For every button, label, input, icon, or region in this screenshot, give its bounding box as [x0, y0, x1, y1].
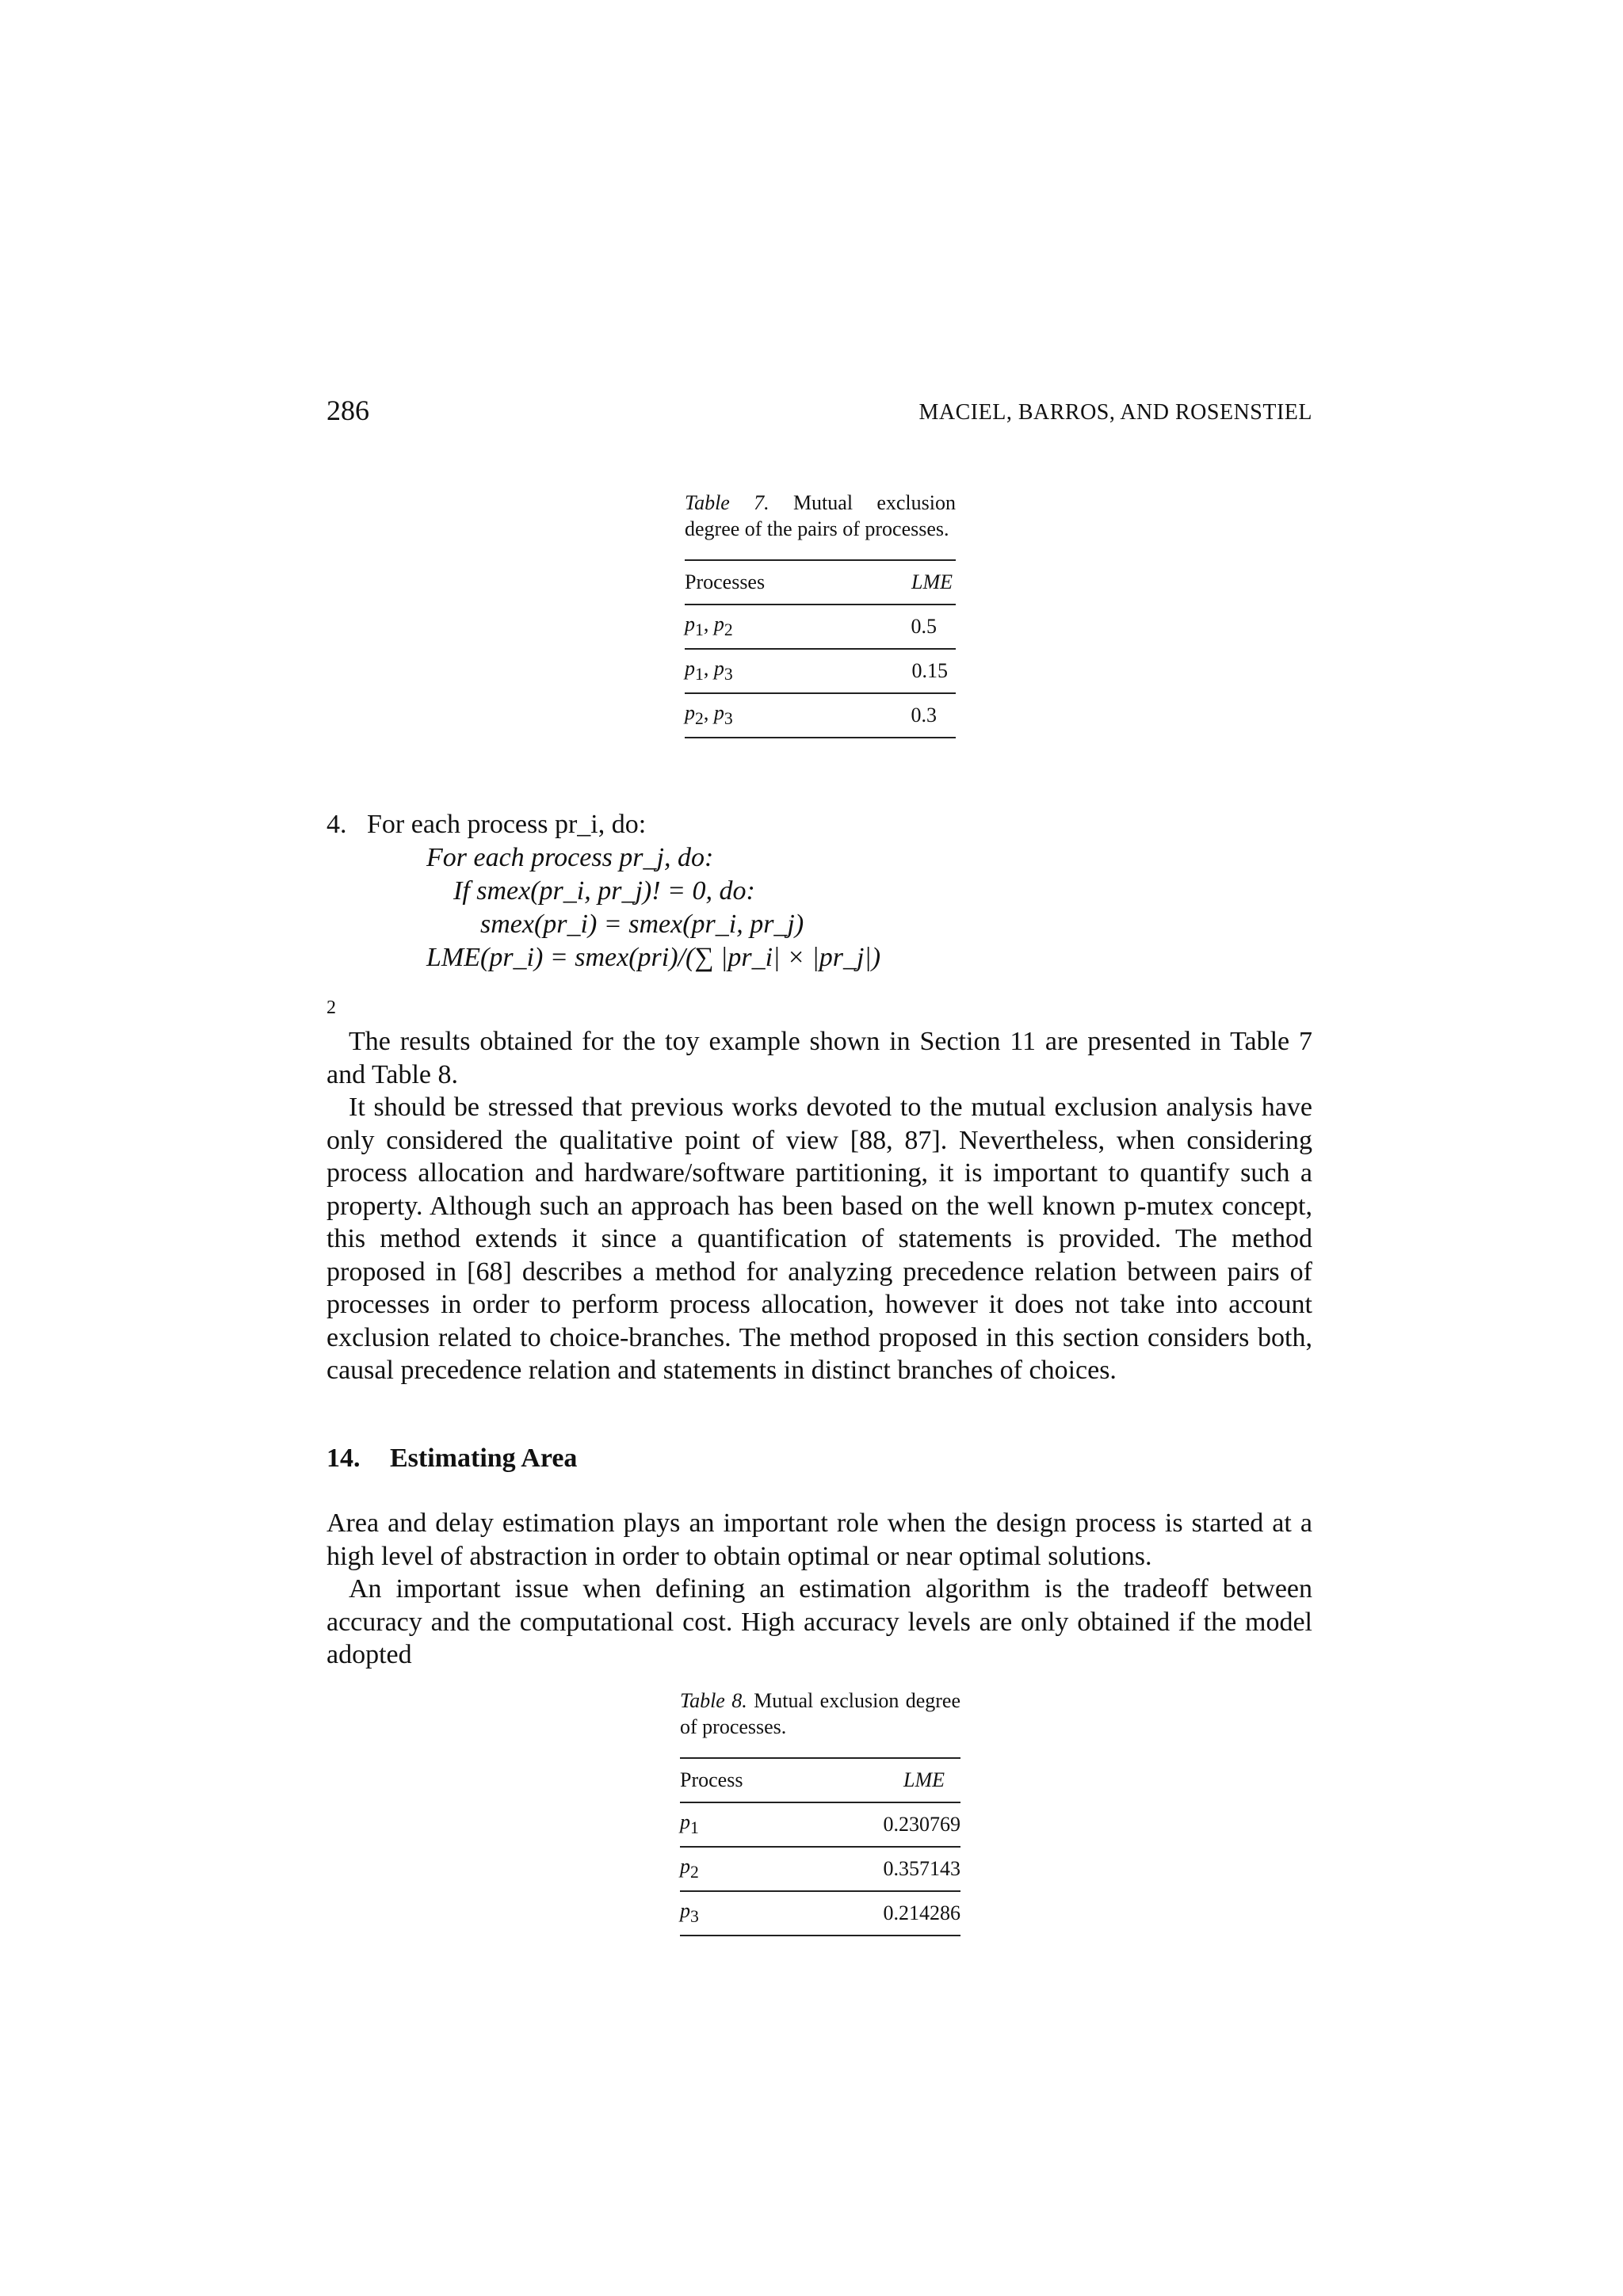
table-8-header-row — [680, 1758, 960, 1802]
table-7-cell-value: 0.3 — [911, 704, 937, 727]
paragraph-area-delay: Area and delay estimation plays an important role when the design process is started at a high level of abstraction in order to obtain optimal or near optimal solutions. — [327, 1508, 1312, 1571]
table-8-cell-value: 0.214286 — [883, 1901, 960, 1924]
section-number: 14. — [327, 1444, 361, 1473]
running-header-authors: MACIEL, BARROS, AND ROSENSTIEL — [918, 400, 1312, 425]
table-row — [685, 649, 956, 693]
table-row — [680, 1891, 960, 1936]
paragraph-discussion: It should be stressed that previous works devoted to the mutual exclusion analysis have only considered the qualitative point of view [88, 87]. Nevertheless, when considering process allocation and hardware/software partitioning, it is important to quantify such a property. Although such an approach has been based on the well known p-mutex concept, this method extends it since a quantification of statements is provided. The method proposed in [68] describes a method for analyzing precedence relation between pairs of processes in order to perform process allocation, however it does not take into account exclusion related to choice-branches. The method proposed in this section considers both, causal precedence relation and statements in distinct branches of choices. — [327, 1093, 1312, 1385]
algorithm-line-5: LME(pr_i) = smex(pri)/(∑ |pr_i| × |pr_j|) — [426, 943, 881, 972]
section-heading — [327, 1444, 577, 1474]
body-paragraphs — [327, 1025, 1312, 1387]
table-7-cell-value: 0.15 — [911, 659, 948, 682]
table-8-cell-value: 0.230769 — [883, 1813, 960, 1836]
table-row — [685, 605, 956, 649]
paragraph-tradeoff: An important issue when defining an estimation algorithm is the tradeoff between accuracy and the computational cost. High accuracy levels are only obtained if the model adopted — [327, 1574, 1312, 1669]
table-7-cell-pair: $p_2$, $p_3$ — [685, 701, 733, 729]
table-7 — [685, 490, 956, 738]
table-7-cell-value: 0.5 — [911, 615, 937, 638]
table-7-cell-pair: $p_1$, $p_2$ — [685, 612, 733, 640]
table-row — [685, 693, 956, 738]
paragraph-results: The results obtained for the toy example shown in Section 11 are presented in Table 7 and Table 8. — [327, 1027, 1312, 1089]
algorithm-line-1: 4. For each process pr_i, do: — [327, 810, 647, 839]
table-7-grid — [685, 559, 956, 738]
table-7-caption — [685, 490, 956, 542]
algorithm-line-3: If smex(pr_i, pr_j)! = 0, do: — [453, 876, 755, 906]
table-8-col-lme: LME — [903, 1768, 945, 1791]
table-8-cell-process: $p_2$ — [680, 1855, 699, 1882]
table-8-cell-value: 0.357143 — [883, 1857, 960, 1880]
algorithm-line-2: For each process pr_j, do: — [426, 843, 714, 872]
table-7-label: Table 7. — [685, 491, 769, 514]
section-14-paragraphs — [327, 1507, 1312, 1672]
table-7-cell-pair: $p_1$, $p_3$ — [685, 657, 733, 685]
table-8-cell-process: $p_3$ — [680, 1899, 699, 1927]
table-row — [680, 1802, 960, 1847]
table-7-col-processes: Processes — [685, 570, 766, 593]
table-7-caption-text: Mutual exclusion degree of the pairs of processes. — [685, 491, 956, 540]
table-7-header-row — [685, 560, 956, 605]
table-8-grid — [680, 1757, 960, 1936]
table-8-caption-text: Mutual exclusion degree of processes. — [680, 1689, 960, 1738]
table-7-col-lme: LME — [911, 570, 953, 593]
table-8-label: Table 8. — [680, 1689, 747, 1712]
algorithm-note: 2 — [327, 997, 336, 1018]
page-number: 286 — [327, 395, 369, 426]
table-8 — [680, 1688, 960, 1936]
table-8-cell-process: $p_1$ — [680, 1810, 699, 1838]
section-title: Estimating Area — [390, 1444, 578, 1473]
table-8-caption — [680, 1688, 960, 1740]
table-8-col-process: Process — [680, 1768, 743, 1791]
table-row — [680, 1847, 960, 1891]
algorithm-line-4: smex(pr_i) = smex(pr_i, pr_j) — [480, 910, 804, 939]
